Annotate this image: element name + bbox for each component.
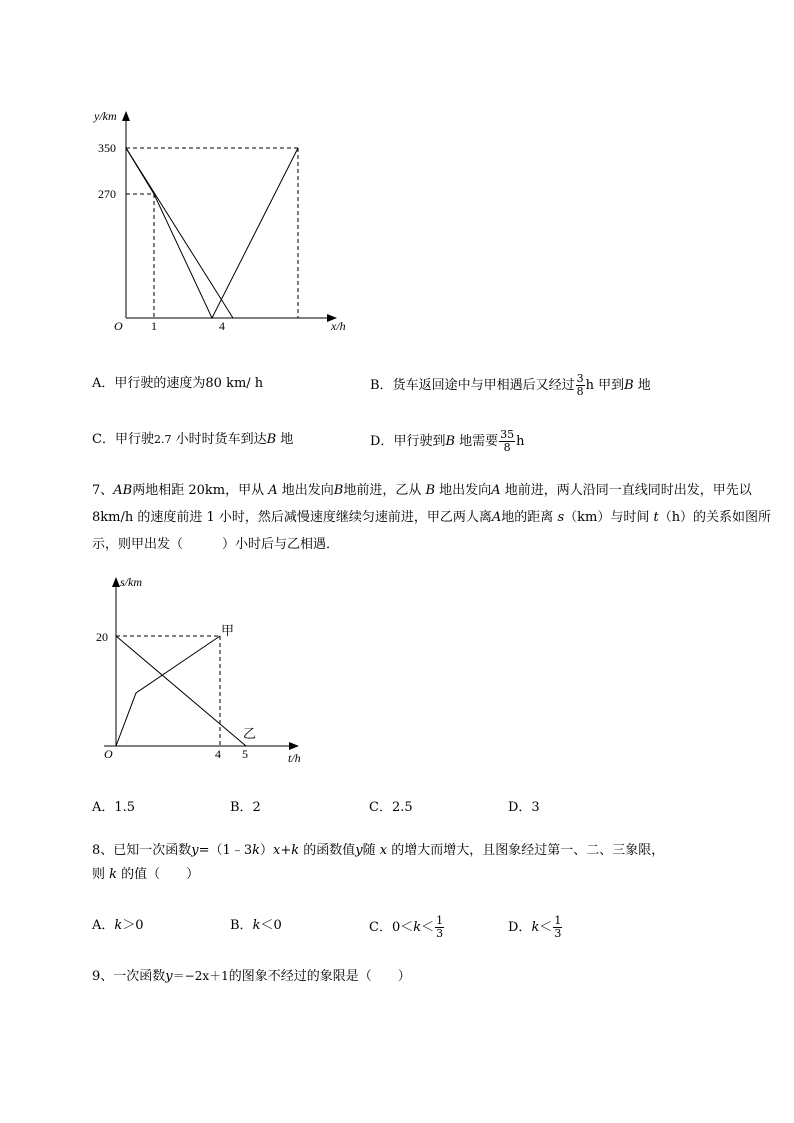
q7-option-d: D．3 xyxy=(508,800,540,815)
y-tick-270: 270 xyxy=(98,187,116,201)
q7-option-c: C．2.5 xyxy=(369,800,413,815)
q8-option-b: B．k＜0 xyxy=(230,918,282,933)
origin-label: O xyxy=(104,747,113,761)
y-axis-label: s/km xyxy=(120,575,142,589)
fraction-1-3: $\frac{1}{3}$ xyxy=(436,914,444,940)
question-7: 7、AB两地相距 20km，甲从 A 地出发向B地前进，乙从 B 地出发向A 地前进，两人沿同一直线同时出发，甲先以 8km/h 的速度前进 1 小时，然后减慢速度继续匀速前进，甲乙两人离A地的距离 s（km）与时间 t（h）的关系如图所示，则甲出发（ ）小时后与乙相遇． xyxy=(92,483,772,552)
y-axis-label: y/km xyxy=(94,109,117,123)
x-tick-4: 4 xyxy=(215,747,221,761)
question-8-line-1: 8、已知一次函数y=（1﹣3k）x+k 的函数值y随 x 的增大而增大，且图象经过第一、二、三象限， xyxy=(92,843,665,858)
q8-option-a: A．k＞0 xyxy=(92,918,144,933)
fraction-3-8: $\frac{3}{8}$ xyxy=(576,372,584,398)
x-axis-label: x/h xyxy=(331,319,346,333)
q7-option-a: A．1.5 xyxy=(92,800,136,815)
x-tick-5: 5 xyxy=(242,747,248,761)
fraction-1-3: $\frac{1}{3}$ xyxy=(554,914,562,940)
label-jia: 甲 xyxy=(221,623,235,638)
origin-label: O xyxy=(114,319,123,333)
q6-option-c: C．甲行驶2.7 小时时货车到达B 地 xyxy=(92,432,294,447)
y-tick-350: 350 xyxy=(98,141,116,155)
line-yi xyxy=(116,636,246,746)
x-tick-1: 1 xyxy=(151,319,157,333)
graph-1 xyxy=(90,100,360,340)
label-yi: 乙 xyxy=(243,726,257,741)
question-8-line-2: 则 k 的值（ ） xyxy=(92,867,200,882)
line-truck xyxy=(126,148,298,318)
q6-option-b: B．货车返回途中与甲相遇后又经过 $\frac{3}{8}$ h 甲到B 地 xyxy=(370,372,651,398)
q6-option-d: D．甲行驶到B 地需要 $\frac{35}{8}$ h xyxy=(370,428,525,454)
q6-option-a: A．甲行驶的速度为80 km/ h xyxy=(92,376,264,391)
line-jia xyxy=(116,636,220,746)
q7-option-b: B．2 xyxy=(230,800,261,815)
q8-option-d: D．k＜ $\frac{1}{3}$ xyxy=(508,914,562,940)
x-tick-4: 4 xyxy=(219,319,225,333)
fraction-35-8: $\frac{35}{8}$ xyxy=(500,428,515,454)
y-tick-20: 20 xyxy=(96,630,108,644)
q8-option-c: C．0＜k＜ $\frac{1}{3}$ xyxy=(369,914,444,940)
x-axis-label: t/h xyxy=(288,751,301,765)
graph-2 xyxy=(90,572,320,772)
question-9: 9、一次函数y＝−2x＋1的图象不经过的象限是（ ） xyxy=(92,969,411,984)
